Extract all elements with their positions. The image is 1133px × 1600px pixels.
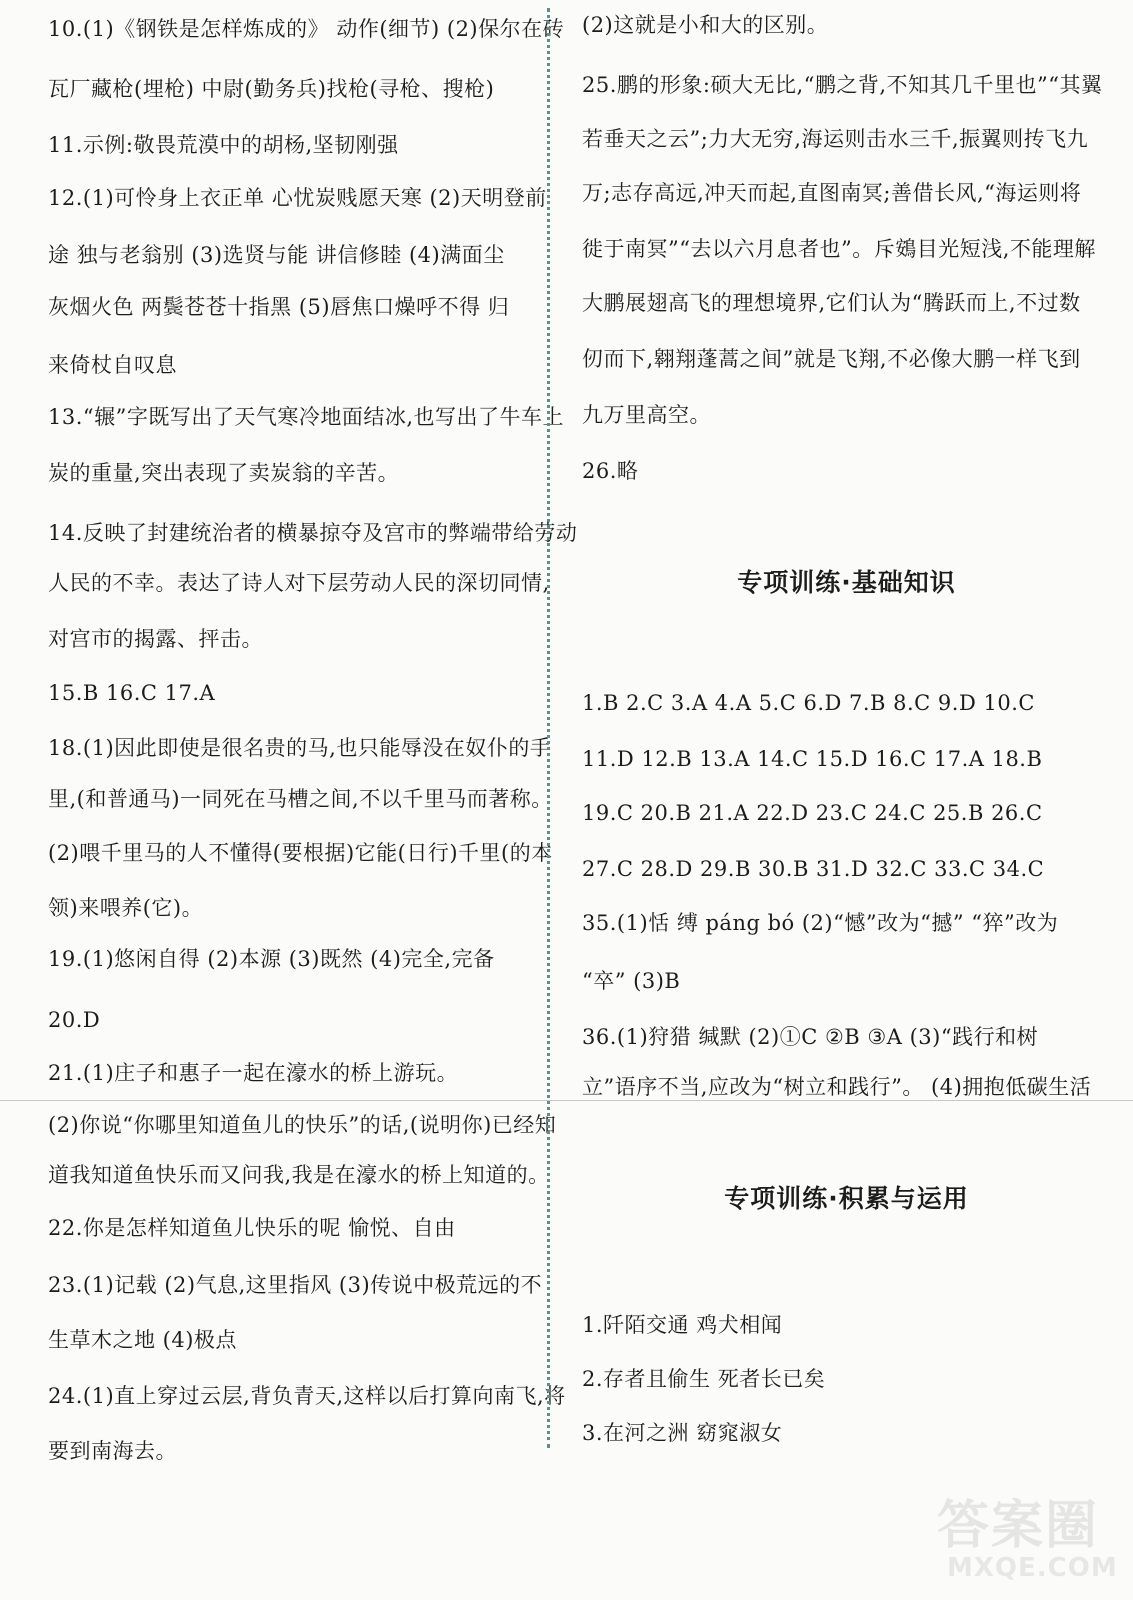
answer-line: 大鹏展翅高飞的理想境界,它们认为“腾跃而上,不过数 bbox=[582, 291, 1081, 315]
answer-line: 要到南海去。 bbox=[48, 1439, 177, 1463]
answer-line: 11.示例:敬畏荒漠中的胡杨,坚韧刚强 bbox=[48, 133, 399, 157]
answer-line: 来倚杖自叹息 bbox=[48, 353, 177, 377]
answer-line: 生草木之地 (4)极点 bbox=[48, 1328, 237, 1352]
answer-line: 2.存者且偷生 死者长已矣 bbox=[582, 1367, 826, 1391]
answer-line: 仞而下,翱翔蓬蒿之间”就是飞翔,不必像大鹏一样飞到 bbox=[582, 347, 1081, 371]
answer-line: 20.D bbox=[48, 1008, 101, 1032]
answer-line: 36.(1)狩猎 缄默 (2)①C ②B ③A (3)“践行和树 bbox=[582, 1025, 1039, 1049]
answer-line: 21.(1)庄子和惠子一起在濠水的桥上游玩。 bbox=[48, 1061, 459, 1085]
answer-line: 途 独与老翁别 (3)选贤与能 讲信修睦 (4)满面尘 bbox=[48, 243, 505, 267]
answer-line: 13.“辗”字既写出了天气寒冷地面结冰,也写出了牛车上 bbox=[48, 405, 565, 429]
answer-line: 1.B 2.C 3.A 4.A 5.C 6.D 7.B 8.C 9.D 10.C bbox=[582, 691, 1035, 715]
answer-line: 九万里高空。 bbox=[582, 403, 711, 427]
answer-line: 里,(和普通马)一同死在马槽之间,不以千里马而著称。 bbox=[48, 787, 553, 811]
answer-line: 12.(1)可怜身上衣正单 心忧炭贱愿天寒 (2)天明登前 bbox=[48, 186, 547, 210]
answer-line: 对宫市的揭露、抨击。 bbox=[48, 627, 263, 651]
answer-line: 24.(1)直上穿过云层,背负青天,这样以后打算向南飞,将 bbox=[48, 1384, 566, 1408]
answer-line: 26.略 bbox=[582, 459, 639, 483]
answer-line: 立”语序不当,应改为“树立和践行”。 (4)拥抱低碳生活 bbox=[582, 1075, 1092, 1099]
answer-line: 徙于南冥”“去以六月息者也”。斥鴳目光短浅,不能理解 bbox=[582, 237, 1096, 261]
answer-line: 瓦厂藏枪(埋枪) 中尉(勤务兵)找枪(寻枪、搜枪) bbox=[48, 77, 495, 101]
answer-line: 35.(1)恬 缚 páng bó (2)“憾”改为“撼” “猝”改为 bbox=[582, 911, 1059, 935]
answer-line: 若垂天之云”;力大无穷,海运则击水三千,振翼则抟飞九 bbox=[582, 127, 1089, 151]
answer-line: 15.B 16.C 17.A bbox=[48, 681, 216, 705]
answer-line: 23.(1)记载 (2)气息,这里指风 (3)传说中极荒远的不 bbox=[48, 1273, 543, 1297]
watermark-logo: 答案圈 bbox=[937, 1496, 1100, 1556]
column-divider bbox=[547, 8, 550, 1448]
section-title-accumulation: 专项训练·积累与运用 bbox=[724, 1184, 969, 1213]
answer-line: 万;志存高远,冲天而起,直图南冥;善借长风,“海运则将 bbox=[582, 181, 1082, 205]
answer-line: (2)喂千里马的人不懂得(要根据)它能(日行)千里(的本 bbox=[48, 841, 553, 865]
answer-line: 18.(1)因此即使是很名贵的马,也只能辱没在奴仆的手 bbox=[48, 736, 552, 760]
answer-line: “卒” (3)B bbox=[582, 969, 681, 993]
answer-line: 灰烟火色 两鬓苍苍十指黑 (5)唇焦口燥呼不得 归 bbox=[48, 295, 510, 319]
answer-line: 19.(1)悠闲自得 (2)本源 (3)既然 (4)完全,完备 bbox=[48, 947, 495, 971]
answer-line: 19.C 20.B 21.A 22.D 23.C 24.C 25.B 26.C bbox=[582, 801, 1043, 825]
answer-line: 人民的不幸。表达了诗人对下层劳动人民的深切同情, bbox=[48, 571, 550, 595]
answer-line: 3.在河之洲 窈窕淑女 bbox=[582, 1421, 783, 1445]
answer-line: 11.D 12.B 13.A 14.C 15.D 16.C 17.A 18.B bbox=[582, 747, 1043, 771]
answer-line: 25.鹏的形象:硕大无比,“鹏之背,不知其几千里也”“其翼 bbox=[582, 73, 1103, 97]
answer-line: 14.反映了封建统治者的横暴掠夺及宫市的弊端带给劳动 bbox=[48, 521, 578, 545]
answer-line: 10.(1)《钢铁是怎样炼成的》 动作(细节) (2)保尔在砖 bbox=[48, 17, 565, 41]
section-title-basic-knowledge: 专项训练·基础知识 bbox=[737, 568, 956, 597]
answer-line: 道我知道鱼快乐而又问我,我是在濠水的桥上知道的。 bbox=[48, 1163, 550, 1187]
answer-line: 27.C 28.D 29.B 30.B 31.D 32.C 33.C 34.C bbox=[582, 857, 1045, 881]
answer-line: 22.你是怎样知道鱼儿快乐的呢 愉悦、自由 bbox=[48, 1216, 456, 1240]
watermark-url: MXQE.COM bbox=[947, 1553, 1118, 1583]
answer-line: (2)这就是小和大的区别。 bbox=[582, 13, 829, 37]
watermark bbox=[929, 1483, 1119, 1588]
answer-line: 领)来喂养(它)。 bbox=[48, 896, 204, 920]
answer-line: (2)你说“你哪里知道鱼儿的快乐”的话,(说明你)已经知 bbox=[48, 1113, 557, 1137]
answer-line: 炭的重量,突出表现了卖炭翁的辛苦。 bbox=[48, 461, 400, 485]
answer-line: 1.阡陌交通 鸡犬相闻 bbox=[582, 1313, 783, 1337]
